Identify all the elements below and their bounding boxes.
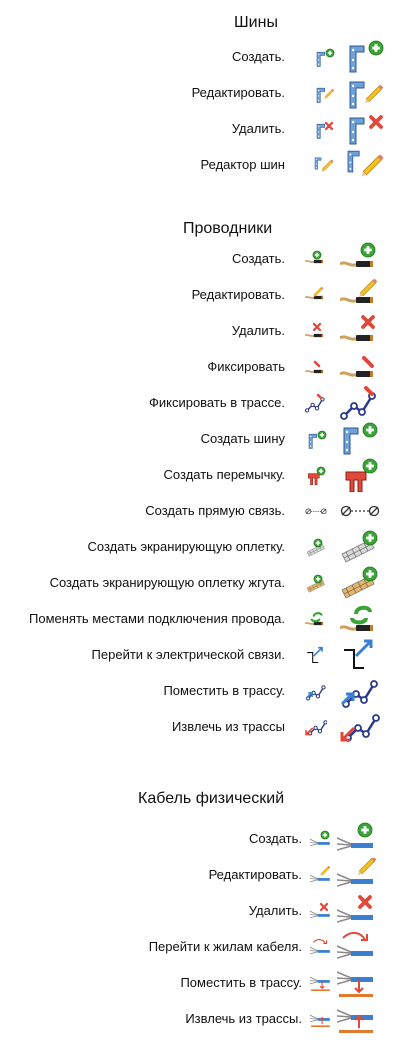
harness-braid-icon: [340, 566, 380, 600]
route-extract-icon: [305, 718, 327, 738]
legend-label: Удалить.: [231, 121, 285, 136]
legend-row: [0, 861, 407, 891]
legend-label: Редактировать.: [208, 867, 302, 882]
legend-row: [0, 317, 407, 347]
cable-edit-icon: [337, 858, 377, 892]
section-title: Шины: [234, 14, 278, 31]
route-pin-icon: [340, 386, 380, 420]
legend-row: [0, 245, 407, 275]
legend-row: [0, 151, 407, 181]
goto-connection-icon: [340, 638, 380, 672]
shield-braid-icon: [305, 538, 327, 558]
wire-add-icon: [305, 250, 327, 270]
legend-row: [0, 1005, 407, 1035]
wire-delete-icon: [340, 314, 380, 348]
bus-editor-icon: [346, 148, 386, 182]
legend-label: Поместить в трассу.: [180, 975, 302, 990]
legend-row: [0, 641, 407, 671]
legend-row: [0, 79, 407, 109]
legend-label: Поместить в трассу.: [163, 683, 285, 698]
legend-label: Перейти к электрической связи.: [91, 647, 285, 662]
cable-extract-icon: [337, 1002, 377, 1036]
bus-editor-icon: [313, 156, 335, 176]
direct-link-icon: [305, 502, 327, 522]
wire-edit-icon: [305, 286, 327, 306]
cable-cores-icon: [310, 938, 332, 958]
legend-label: Создать.: [231, 251, 285, 266]
legend-row: [0, 605, 407, 635]
wire-pin-icon: [305, 358, 327, 378]
legend-label: Редактор шин: [200, 157, 285, 172]
legend-row: [0, 677, 407, 707]
legend-row: [0, 933, 407, 963]
cable-add-icon: [310, 830, 332, 850]
legend-label: Поменять местами подключения провода.: [29, 611, 285, 626]
legend-label: Создать.: [248, 831, 302, 846]
harness-braid-icon: [305, 574, 327, 594]
bus-add-icon: [313, 48, 335, 68]
legend-row: [0, 969, 407, 999]
legend-label: Создать перемычку.: [163, 467, 285, 482]
legend-label: Перейти к жилам кабеля.: [148, 939, 302, 954]
legend-row: [0, 389, 407, 419]
bus-delete-icon: [346, 112, 386, 146]
swap-connections-icon: [340, 602, 380, 636]
bus-add-icon: [340, 422, 380, 456]
cable-place-icon: [337, 966, 377, 1000]
legend-row: [0, 497, 407, 527]
cable-cores-icon: [337, 930, 377, 964]
bus-add-icon: [346, 40, 386, 74]
route-place-icon: [340, 674, 380, 708]
cable-place-icon: [310, 974, 332, 994]
shield-braid-icon: [340, 530, 380, 564]
legend-row: [0, 461, 407, 491]
legend-label: Фиксировать: [207, 359, 285, 374]
legend-row: [0, 897, 407, 927]
legend-row: [0, 115, 407, 145]
route-pin-icon: [305, 394, 327, 414]
legend-label: Редактировать.: [191, 85, 285, 100]
legend-label: Извлечь из трассы.: [185, 1011, 302, 1026]
legend-label: Извлечь из трассы: [171, 719, 285, 734]
legend-label: Создать шину: [200, 431, 285, 446]
legend-label: Создать экранирующую оплетку.: [87, 539, 285, 554]
cable-delete-icon: [310, 902, 332, 922]
wire-edit-icon: [340, 278, 380, 312]
legend-row: [0, 425, 407, 455]
section-title: Проводники: [183, 220, 273, 237]
jumper-add-icon: [305, 466, 327, 486]
jumper-add-icon: [340, 458, 380, 492]
bus-edit-icon: [346, 76, 386, 110]
wire-pin-icon: [340, 350, 380, 384]
wire-delete-icon: [305, 322, 327, 342]
legend-label: Создать экранирующую оплетку жгута.: [49, 575, 285, 590]
legend-label: Редактировать.: [191, 287, 285, 302]
legend-row: [0, 713, 407, 743]
legend-label: Создать.: [231, 49, 285, 64]
legend-row: [0, 43, 407, 73]
bus-edit-icon: [313, 84, 335, 104]
legend-row: [0, 353, 407, 383]
goto-connection-icon: [305, 646, 327, 666]
cable-add-icon: [337, 822, 377, 856]
cable-edit-icon: [310, 866, 332, 886]
legend-label: Создать прямую связь.: [145, 503, 285, 518]
route-extract-icon: [340, 710, 380, 744]
wire-add-icon: [340, 242, 380, 276]
direct-link-icon: [340, 494, 380, 528]
swap-connections-icon: [305, 610, 327, 630]
cable-extract-icon: [310, 1010, 332, 1030]
bus-delete-icon: [313, 120, 335, 140]
section-title: Кабель физический: [138, 790, 285, 807]
legend-row: [0, 569, 407, 599]
legend-row: [0, 281, 407, 311]
route-place-icon: [305, 682, 327, 702]
legend-label: Удалить.: [231, 323, 285, 338]
legend-label: Фиксировать в трассе.: [148, 395, 285, 410]
legend-label: Удалить.: [248, 903, 302, 918]
cable-delete-icon: [337, 894, 377, 928]
legend-row: [0, 533, 407, 563]
bus-add-icon: [305, 430, 327, 450]
legend-row: [0, 825, 407, 855]
